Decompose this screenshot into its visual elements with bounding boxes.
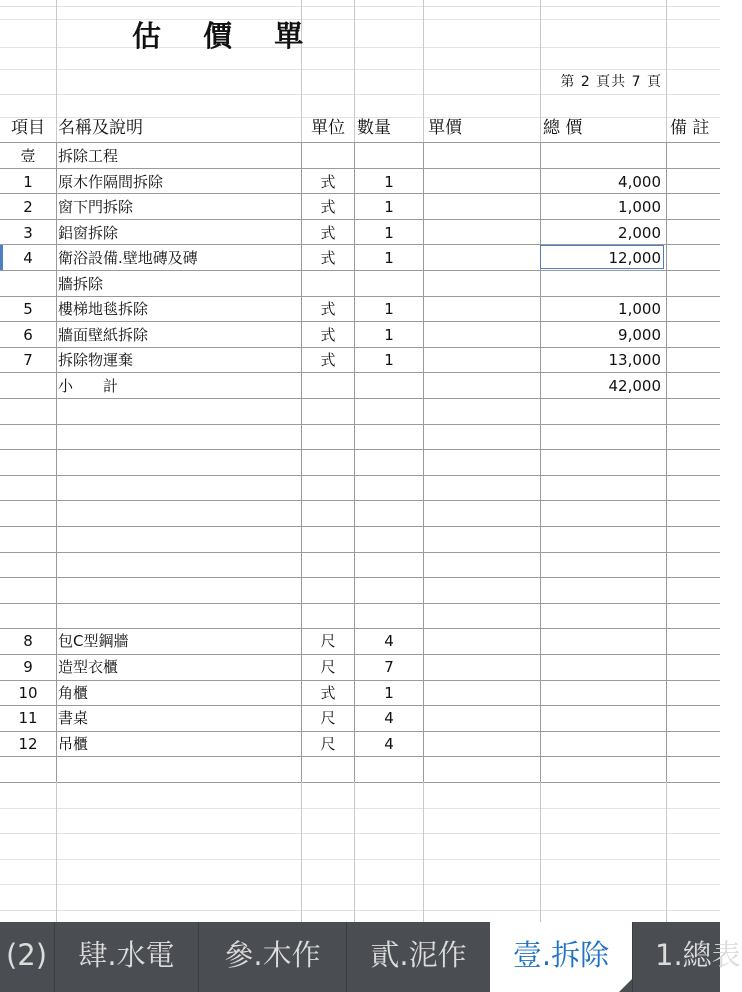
row-unit[interactable] (302, 272, 354, 297)
row-item-no[interactable] (0, 578, 56, 603)
row-item-no[interactable] (0, 604, 56, 629)
page-info[interactable]: 第 2 頁共 7 頁 (560, 74, 662, 90)
row-quantity[interactable]: 7 (384, 658, 394, 676)
grid-line (0, 833, 720, 834)
row-unit[interactable] (302, 144, 354, 169)
row-unit[interactable]: 尺 (320, 735, 336, 753)
row-unit[interactable]: 式 (320, 198, 336, 216)
row-quantity[interactable]: 1 (384, 300, 394, 318)
row-quantity[interactable]: 1 (384, 249, 394, 267)
row-item-name[interactable]: 衛浴設備.壁地磚及磚 (58, 249, 198, 267)
row-total[interactable]: 1,000 (618, 300, 661, 318)
row-unit[interactable] (302, 578, 354, 603)
row-total[interactable] (540, 604, 661, 629)
row-unit[interactable] (302, 476, 354, 501)
row-item-name[interactable]: 原木作隔間拆除 (58, 173, 164, 191)
row-item-no[interactable]: 7 (23, 351, 33, 369)
row-total[interactable] (540, 272, 661, 297)
grid-line (0, 808, 720, 809)
row-item-no[interactable] (0, 527, 56, 552)
row-item-name[interactable]: 牆拆除 (58, 275, 104, 293)
row-total[interactable] (540, 451, 661, 476)
row-unit[interactable] (302, 374, 354, 399)
row-quantity[interactable] (355, 451, 423, 476)
row-quantity[interactable] (355, 476, 423, 501)
row-item-no[interactable]: 5 (23, 300, 33, 318)
sheet-title[interactable]: 估 價 單 (132, 19, 320, 53)
row-item-no[interactable] (0, 553, 56, 578)
row-item-no[interactable] (0, 502, 56, 527)
row-item-no[interactable]: 8 (23, 632, 33, 650)
row-item-name[interactable]: 書桌 (58, 709, 89, 727)
row-unit[interactable]: 尺 (320, 658, 336, 676)
row-quantity[interactable]: 4 (384, 709, 394, 727)
row-total[interactable]: 12,000 (608, 249, 661, 267)
row-total[interactable]: 4,000 (618, 173, 661, 191)
row-item-no[interactable]: 10 (18, 684, 38, 702)
grid-line (0, 19, 720, 20)
sheet-tab-carpentry[interactable]: 參.木作 (198, 922, 346, 992)
row-quantity[interactable]: 4 (384, 632, 394, 650)
row-total[interactable] (540, 578, 661, 603)
row-item-no[interactable] (0, 400, 56, 425)
row-quantity[interactable] (355, 400, 423, 425)
row-total[interactable]: 42,000 (608, 377, 661, 395)
row-item-name[interactable]: 鋁窗拆除 (58, 224, 119, 242)
active-row-marker (0, 245, 3, 270)
grid-line (56, 142, 57, 782)
grid-line (0, 910, 720, 911)
header-price[interactable]: 單價 (428, 118, 462, 138)
row-total[interactable] (540, 400, 661, 425)
sheet-tab-bar (0, 922, 741, 992)
row-quantity[interactable] (355, 425, 423, 450)
row-item-name[interactable]: 造型衣櫃 (58, 658, 119, 676)
row-quantity[interactable] (355, 578, 423, 603)
selected-cell[interactable] (540, 245, 664, 269)
row-item-name[interactable]: 包C型鋼牆 (58, 632, 129, 650)
row-item-no[interactable]: 11 (18, 709, 38, 727)
row-item-no[interactable] (0, 425, 56, 450)
header-no[interactable]: 項目 (11, 118, 45, 138)
row-total[interactable]: 1,000 (618, 198, 661, 216)
row-item-no[interactable] (0, 476, 56, 501)
header-name[interactable]: 名稱及說明 (58, 118, 143, 138)
row-total[interactable] (540, 425, 661, 450)
row-quantity[interactable] (355, 502, 423, 527)
row-quantity[interactable] (355, 527, 423, 552)
row-quantity[interactable]: 1 (384, 198, 394, 216)
row-total[interactable] (540, 706, 661, 731)
row-unit[interactable]: 式 (320, 173, 336, 191)
row-quantity[interactable] (355, 272, 423, 297)
row-item-no[interactable]: 6 (23, 326, 33, 344)
sheet-tab-summary[interactable]: 1.總表 (632, 922, 742, 992)
row-unit[interactable]: 式 (320, 224, 336, 242)
row-unit[interactable] (302, 400, 354, 425)
header-total[interactable]: 總 價 (543, 118, 583, 138)
row-unit[interactable] (302, 502, 354, 527)
row-quantity[interactable]: 1 (384, 224, 394, 242)
sheet-tab-plumbing-electrical[interactable]: 肆.水電 (54, 922, 198, 992)
grid-line (0, 94, 720, 95)
row-total[interactable] (540, 476, 661, 501)
grid-line (0, 884, 720, 885)
row-quantity[interactable] (355, 144, 423, 169)
grid-line (0, 782, 720, 783)
row-item-no[interactable]: 4 (23, 249, 33, 267)
row-total[interactable] (540, 732, 661, 757)
row-unit[interactable]: 式 (320, 326, 336, 344)
row-item-no[interactable]: 2 (23, 198, 33, 216)
row-item-no[interactable]: 1 (23, 173, 33, 191)
row-quantity[interactable] (355, 604, 423, 629)
row-item-no[interactable] (0, 451, 56, 476)
row-quantity[interactable]: 1 (384, 173, 394, 191)
grid-line (666, 142, 667, 782)
grid-line (423, 142, 424, 782)
row-unit[interactable] (302, 527, 354, 552)
row-unit[interactable]: 尺 (320, 709, 336, 727)
row-unit[interactable]: 式 (320, 684, 336, 702)
row-item-name[interactable]: 角櫃 (58, 684, 89, 702)
row-total[interactable] (540, 502, 661, 527)
sheet-tab-demolition[interactable]: 壹.拆除 (490, 922, 632, 992)
row-item-name[interactable]: 吊櫃 (58, 735, 89, 753)
row-item-name[interactable]: 小 計 (58, 377, 119, 395)
header-unit[interactable]: 單位 (311, 118, 345, 138)
row-item-no[interactable] (0, 374, 56, 399)
row-unit[interactable] (302, 553, 354, 578)
sheet-tab-2[interactable]: (2) (0, 922, 54, 992)
grid-line (0, 859, 720, 860)
header-qty[interactable]: 數量 (357, 118, 391, 138)
row-total[interactable] (540, 629, 661, 654)
row-item-name[interactable]: 拆除物運棄 (58, 351, 134, 369)
row-item-name[interactable]: 拆除工程 (58, 147, 119, 165)
row-total[interactable]: 2,000 (618, 224, 661, 242)
row-quantity[interactable] (355, 553, 423, 578)
grid-line (0, 142, 720, 143)
row-item-name[interactable]: 樓梯地毯拆除 (58, 300, 149, 318)
row-unit[interactable] (302, 604, 354, 629)
row-total[interactable] (540, 553, 661, 578)
row-item-no[interactable] (0, 272, 56, 297)
row-total[interactable] (540, 527, 661, 552)
row-quantity[interactable]: 1 (384, 326, 394, 344)
row-total[interactable] (540, 681, 661, 706)
row-quantity[interactable] (355, 374, 423, 399)
row-total[interactable] (540, 144, 661, 169)
row-total[interactable]: 13,000 (608, 351, 661, 369)
row-item-name[interactable]: 窗下門拆除 (58, 198, 134, 216)
row-quantity[interactable]: 4 (384, 735, 394, 753)
sheet-tab-masonry[interactable]: 貳.泥作 (346, 922, 490, 992)
row-unit[interactable]: 式 (320, 249, 336, 267)
row-item-no[interactable]: 壹 (20, 147, 36, 165)
row-unit[interactable]: 式 (320, 351, 336, 369)
row-total[interactable]: 9,000 (618, 326, 661, 344)
row-quantity[interactable]: 1 (384, 351, 394, 369)
row-unit[interactable]: 式 (320, 300, 336, 318)
row-quantity[interactable]: 1 (384, 684, 394, 702)
grid-line (0, 6, 720, 7)
row-item-no[interactable]: 12 (18, 735, 38, 753)
row-item-no[interactable]: 3 (23, 224, 33, 242)
row-item-no[interactable]: 9 (23, 658, 33, 676)
row-unit[interactable] (302, 425, 354, 450)
row-unit[interactable] (302, 451, 354, 476)
row-unit[interactable]: 尺 (320, 632, 336, 650)
row-total[interactable] (540, 655, 661, 680)
header-note[interactable]: 備 註 (670, 118, 710, 138)
row-item-name[interactable]: 牆面壁紙拆除 (58, 326, 149, 344)
grid-line (0, 47, 720, 48)
